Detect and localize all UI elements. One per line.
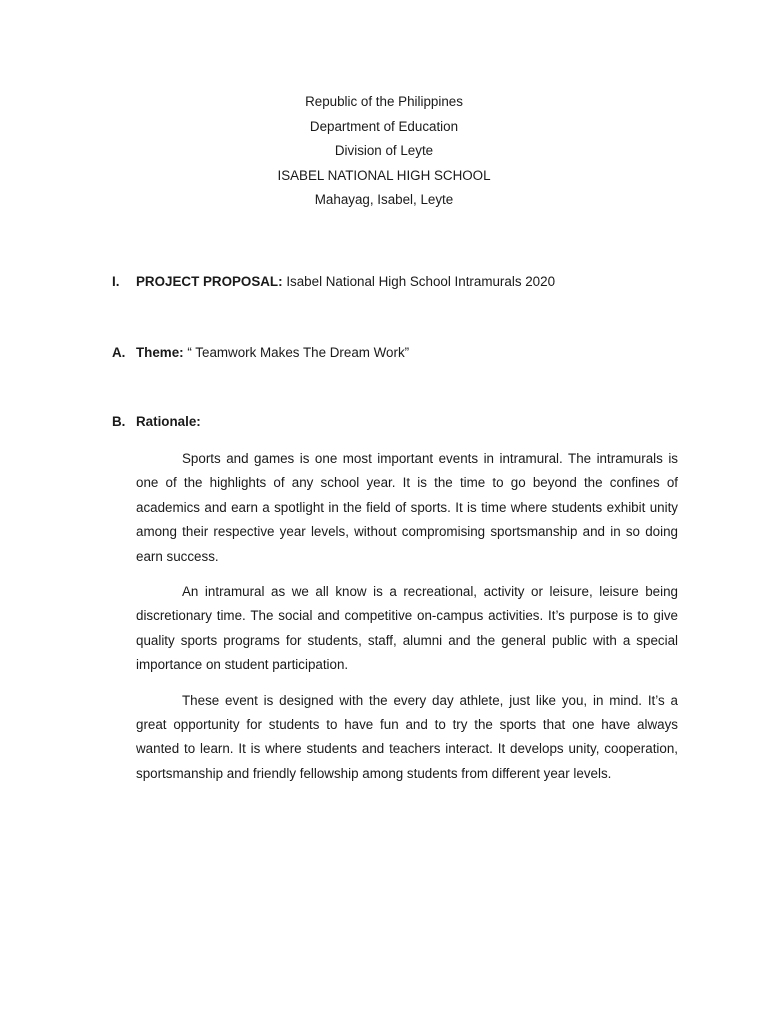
theme-label: Theme:: [136, 345, 184, 360]
header-department: Department of Education: [309, 118, 459, 134]
project-proposal-line: [112, 272, 682, 292]
letterhead: [0, 90, 768, 213]
rationale-body: [136, 447, 678, 797]
rationale-label: Rationale:: [136, 414, 201, 429]
theme-value: “ Teamwork Makes The Dream Work”: [187, 345, 410, 360]
theme-line: [112, 343, 682, 363]
section-number: A.: [112, 345, 126, 360]
header-country: Republic of the Philippines: [305, 94, 463, 109]
rationale-paragraph: These event is designed with the every day athlete, just like you, in mind. It’s a great opportunity for students to have fun and to try the sports that one have always wanted to learn. It is where students and teachers interact. It develops unity, cooperation, sportsmanship and friendly fellowship among students from different year levels.: [136, 692, 678, 781]
section-number: B.: [112, 414, 126, 429]
header-address: Mahayag, Isabel, Leyte: [314, 192, 454, 208]
rationale-paragraph: Sports and games is one most important events in intramural. The intramurals is one of the highlights of any school year. It is the time to go beyond the confines of academics and earn a spotlight in the field of sports. It is time where students exhibit unity among their respective year levels, without compromising sportsmanship and in so doing earn success.: [136, 451, 678, 564]
proposal-value: Isabel National High School Intramurals 2020: [286, 274, 556, 289]
rationale-paragraph: An intramural as we all know is a recreational, activity or leisure, leisure being discretionary time. The social and competitive on-campus activities. It’s purpose is to give quality sports programs for students, staff, alumni and the general public with a special importance on student participation.: [136, 584, 678, 673]
rationale-heading: [112, 412, 682, 432]
section-number: I.: [112, 274, 120, 289]
proposal-label: PROJECT PROPOSAL:: [136, 274, 283, 289]
header-division: Division of Leyte: [334, 143, 434, 159]
header-school-name: ISABEL NATIONAL HIGH SCHOOL: [277, 167, 491, 183]
